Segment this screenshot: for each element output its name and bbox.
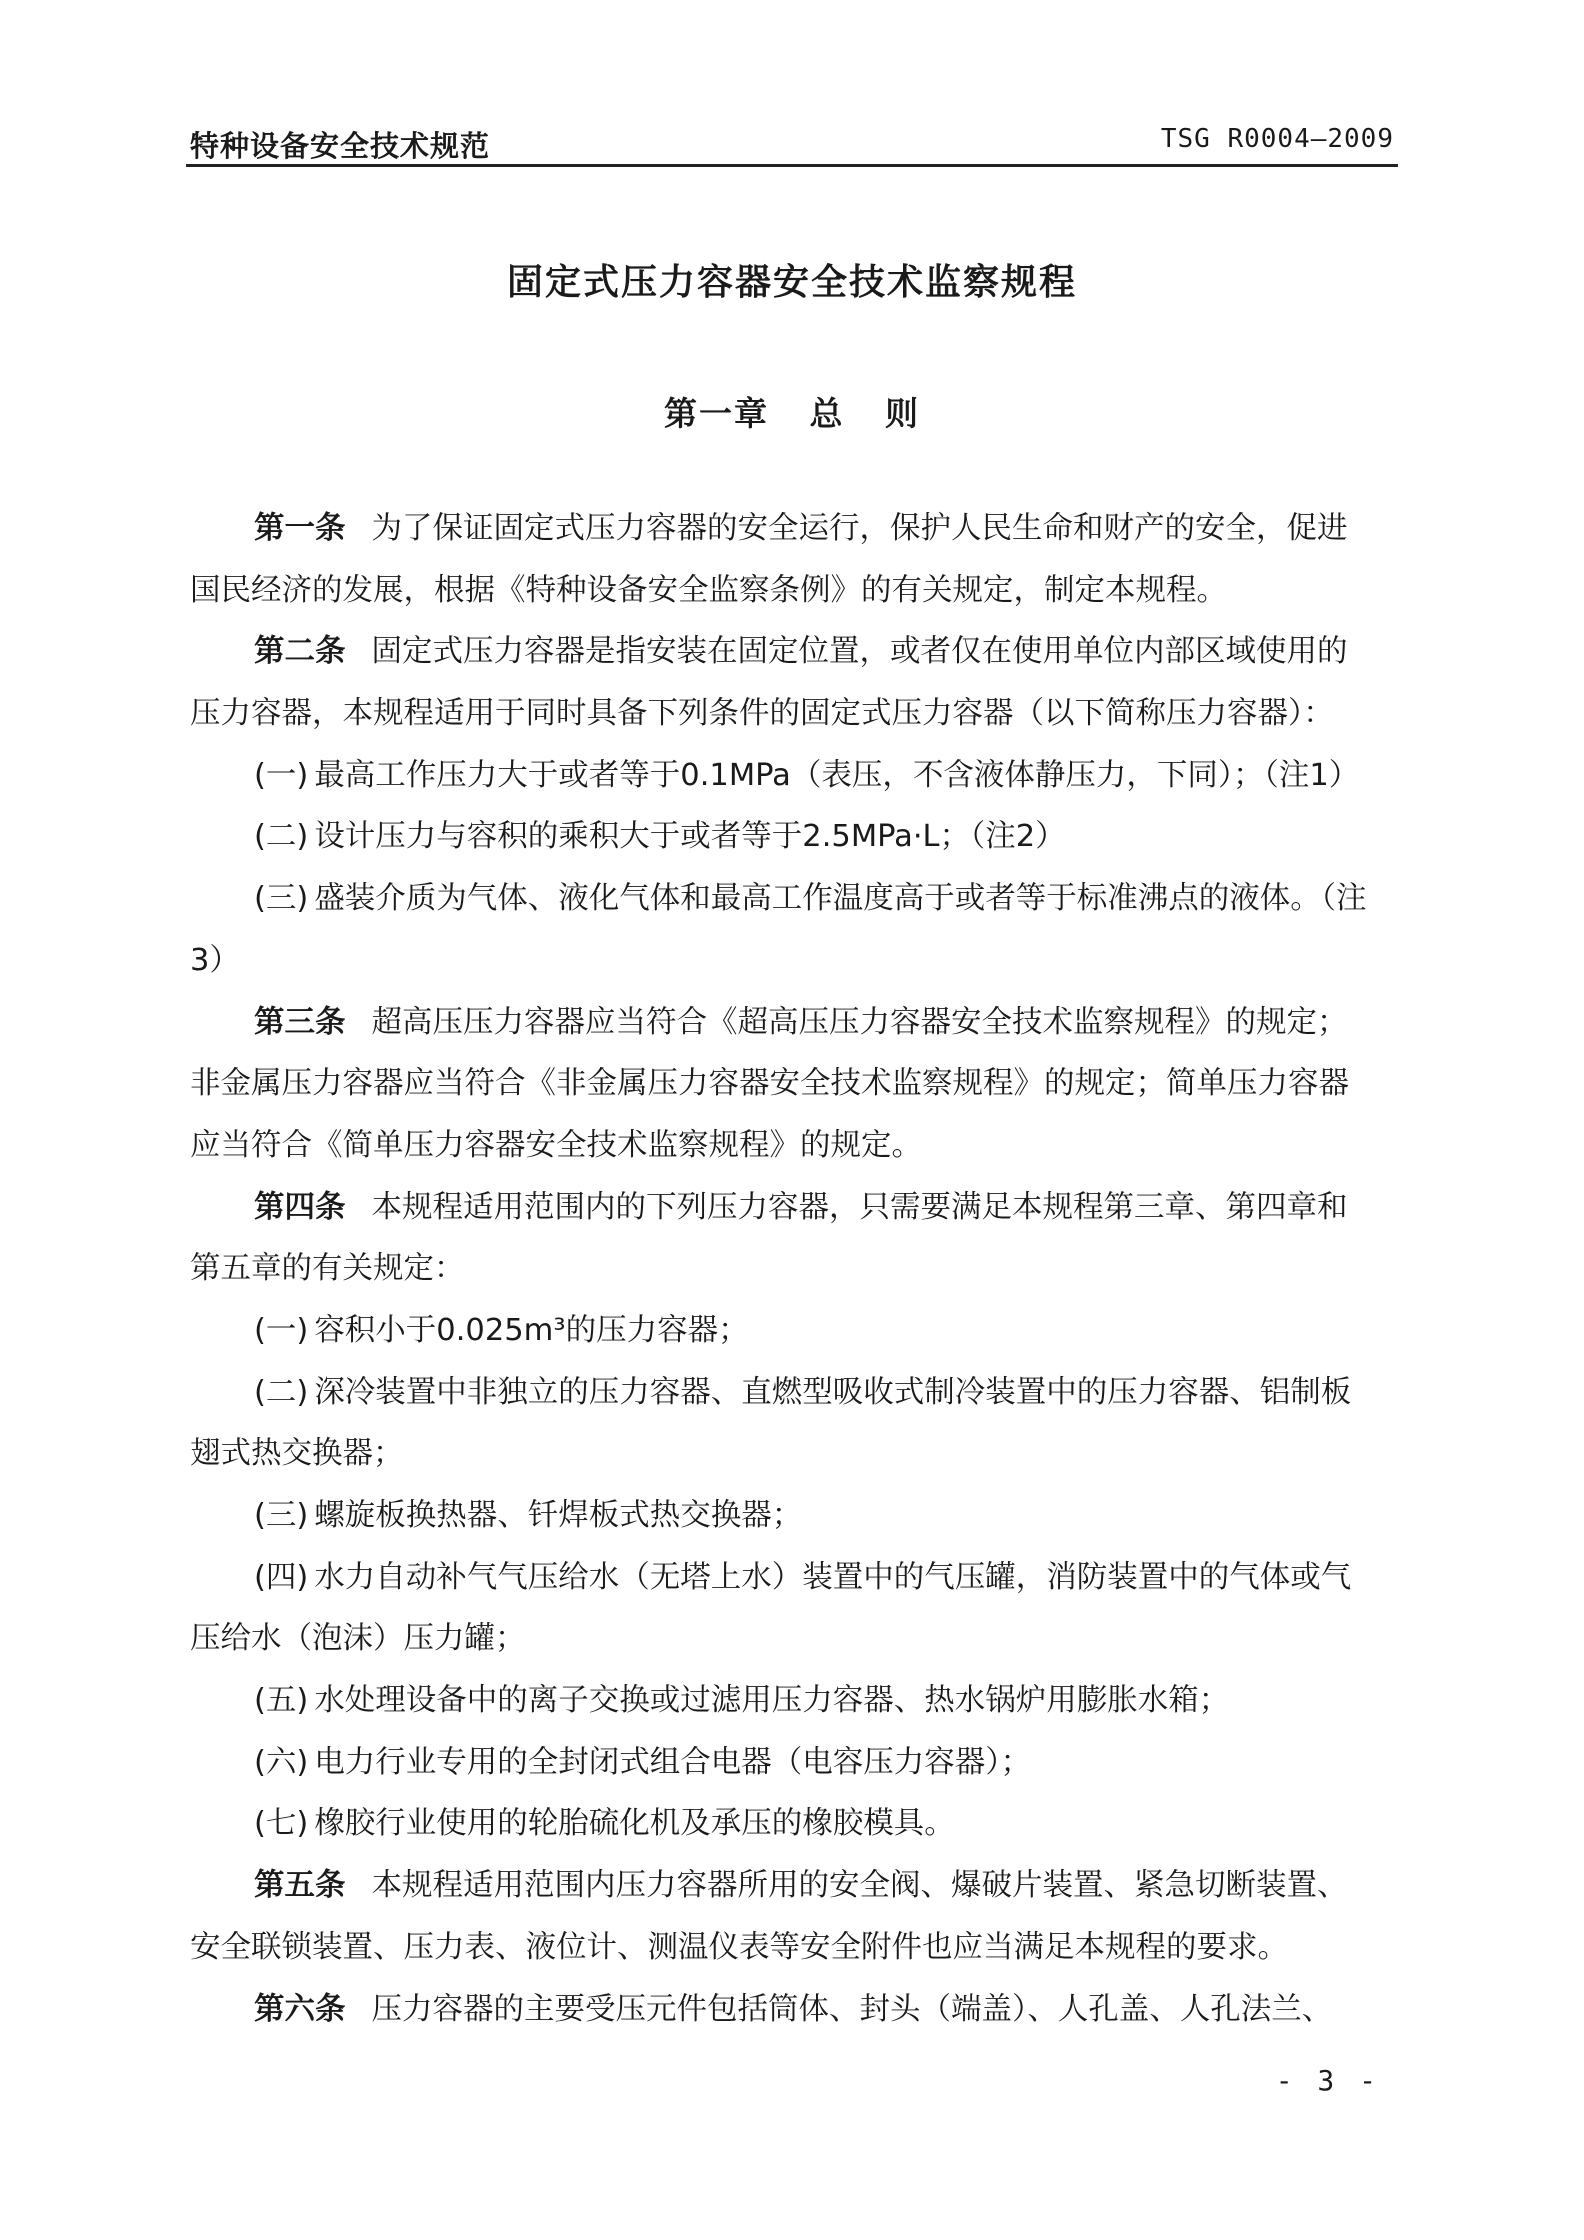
article-2-line bbox=[190, 621, 1400, 683]
list-item bbox=[190, 1547, 1400, 1609]
list-item bbox=[190, 1362, 1400, 1424]
document-body bbox=[190, 498, 1400, 2040]
item-marker: (五) bbox=[254, 1683, 309, 1719]
item-text: 水处理设备中的离子交换或过滤用压力容器、热水锅炉用膨胀水箱； bbox=[314, 1683, 1230, 1719]
article-label: 第六条 bbox=[254, 1991, 346, 2027]
list-item-continuation: 翅式热交换器； bbox=[190, 1436, 404, 1472]
article-label: 第四条 bbox=[254, 1189, 346, 1225]
item-marker: (四) bbox=[254, 1559, 309, 1595]
article-3-line bbox=[190, 992, 1400, 1054]
list-item-continuation: 3） bbox=[190, 942, 240, 978]
article-text: 为了保证固定式压力容器的安全运行，保护人民生命和财产的安全，促进 bbox=[371, 511, 1348, 546]
item-marker: (一) bbox=[254, 757, 309, 793]
item-text: 深冷装置中非独立的压力容器、直燃型吸收式制冷装置中的压力容器、铝制板 bbox=[314, 1374, 1352, 1410]
article-text: 超高压压力容器应当符合《超高压压力容器安全技术监察规程》的规定； bbox=[371, 1004, 1348, 1040]
article-label: 第三条 bbox=[254, 1004, 346, 1040]
article-text: 固定式压力容器是指安装在固定位置，或者仅在使用单位内部区域使用的 bbox=[371, 634, 1348, 670]
article-4-line: 第五章的有关规定： bbox=[190, 1251, 465, 1287]
article-1-line bbox=[190, 498, 1400, 560]
header-spec-title: 特种设备安全技术规范 bbox=[190, 129, 491, 163]
article-1-line: 国民经济的发展，根据《特种设备安全监察条例》的有关规定，制定本规程。 bbox=[190, 572, 1227, 608]
article-text: 本规程适用范围内的下列压力容器，只需要满足本规程第三章、第四章和 bbox=[371, 1189, 1348, 1225]
item-text: 电力行业专用的全封闭式组合电器（电容压力容器）； bbox=[314, 1744, 1032, 1780]
item-marker: (二) bbox=[254, 819, 309, 855]
article-text: 压力容器的主要受压元件包括筒体、封头（端盖）、人孔盖、人孔法兰、 bbox=[371, 1991, 1333, 2027]
list-item bbox=[190, 1300, 1400, 1362]
header-divider bbox=[186, 164, 1398, 167]
list-item bbox=[190, 1732, 1400, 1794]
article-3-line: 应当符合《简单压力容器安全技术监察规程》的规定。 bbox=[190, 1127, 922, 1163]
item-text: 盛装介质为气体、液化气体和最高工作温度高于或者等于标准沸点的液体。（注 bbox=[314, 881, 1367, 917]
item-marker: (二) bbox=[254, 1374, 309, 1410]
article-text: 本规程适用范围内压力容器所用的安全阀、爆破片装置、紧急切断装置、 bbox=[371, 1868, 1348, 1904]
document-title: 固定式压力容器安全技术监察规程 bbox=[506, 262, 1077, 303]
item-marker: (六) bbox=[254, 1744, 309, 1780]
list-item bbox=[190, 868, 1400, 930]
article-4-line bbox=[190, 1177, 1400, 1239]
item-text: 最高工作压力大于或者等于0.1MPa（表压，不含液体静压力，下同）；（注1） bbox=[314, 757, 1360, 793]
page-number: - 3 - bbox=[1275, 2064, 1380, 2097]
item-text: 水力自动补气气压给水（无塔上水）装置中的气压罐，消防装置中的气体或气 bbox=[314, 1559, 1352, 1595]
list-item bbox=[190, 1485, 1400, 1547]
article-3-line: 非金属压力容器应当符合《非金属压力容器安全技术监察规程》的规定；简单压力容器 bbox=[190, 1066, 1349, 1102]
item-text: 设计压力与容积的乘积大于或者等于2.5MPa·L；（注2） bbox=[314, 819, 1066, 855]
header-standard-code: TSG R0004—2009 bbox=[1160, 124, 1394, 154]
list-item bbox=[190, 745, 1400, 807]
item-marker: (一) bbox=[254, 1312, 309, 1348]
item-text: 橡胶行业使用的轮胎硫化机及承压的橡胶模具。 bbox=[314, 1806, 955, 1842]
list-item bbox=[190, 806, 1400, 868]
list-item-continuation: 压给水（泡沫）压力罐； bbox=[190, 1621, 526, 1657]
article-label: 第一条 bbox=[254, 511, 346, 546]
list-item bbox=[190, 1793, 1400, 1855]
list-item bbox=[190, 1670, 1400, 1732]
article-label: 第五条 bbox=[254, 1868, 346, 1904]
article-label: 第二条 bbox=[254, 634, 346, 670]
item-text: 螺旋板换热器、钎焊板式热交换器； bbox=[314, 1498, 803, 1533]
article-6-line bbox=[190, 1979, 1400, 2041]
article-5-line: 安全联锁装置、压力表、液位计、测温仪表等安全附件也应当满足本规程的要求。 bbox=[190, 1929, 1288, 1965]
chapter-title: 第一章 总 则 bbox=[664, 394, 920, 433]
article-2-line: 压力容器，本规程适用于同时具备下列条件的固定式压力容器（以下简称压力容器）： bbox=[190, 696, 1334, 732]
item-marker: (七) bbox=[254, 1806, 309, 1842]
article-5-line bbox=[190, 1855, 1400, 1917]
item-marker: (三) bbox=[254, 881, 309, 917]
item-text: 容积小于0.025m³的压力容器； bbox=[314, 1312, 749, 1348]
item-marker: (三) bbox=[254, 1498, 309, 1533]
